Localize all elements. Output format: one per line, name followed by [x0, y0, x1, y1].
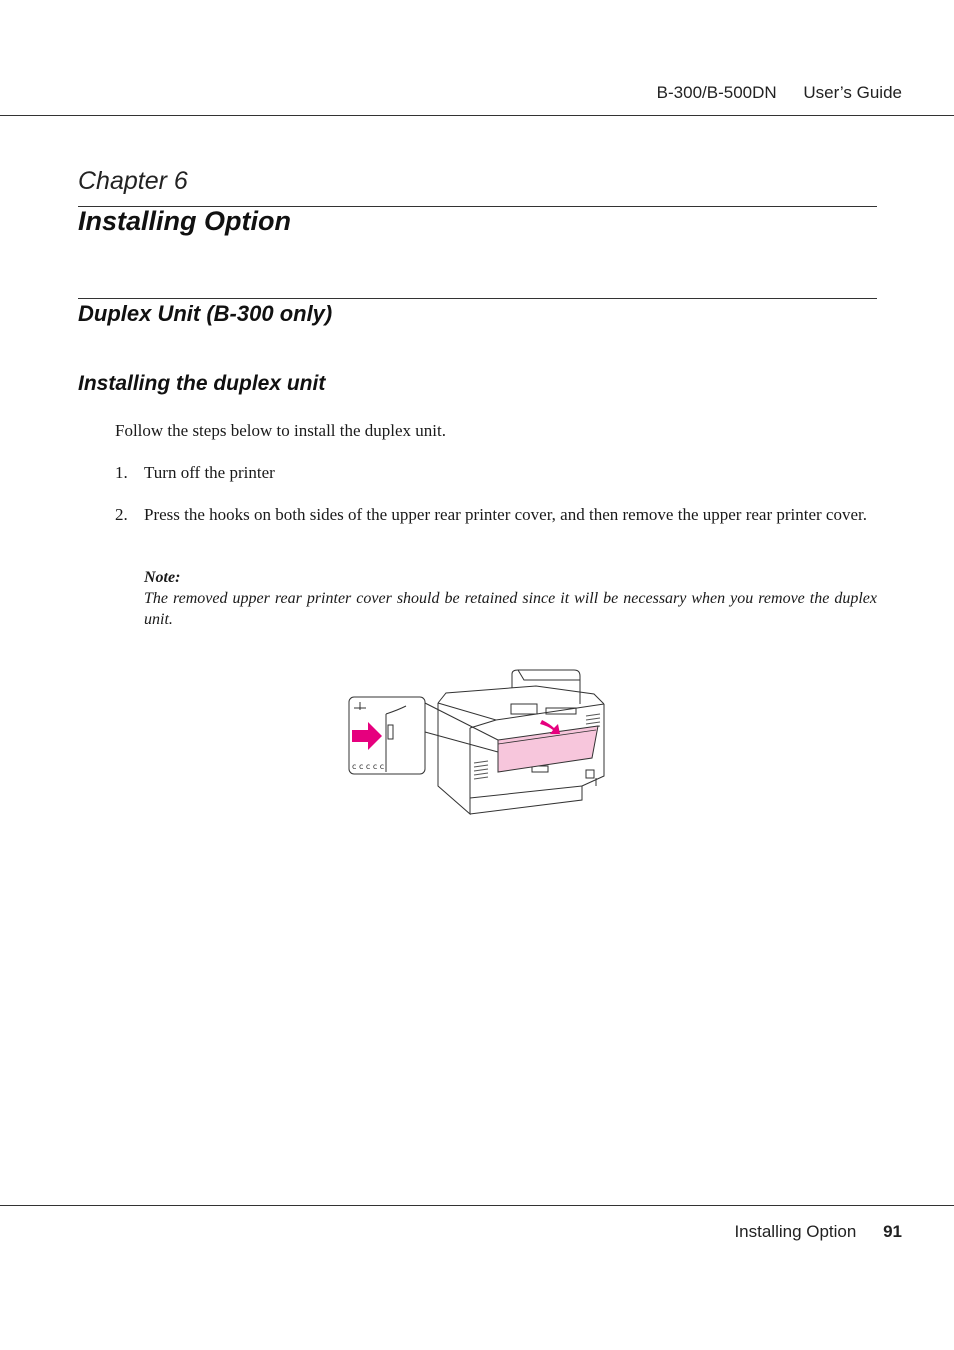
running-footer — [734, 1222, 902, 1242]
chapter-title: Installing Option — [78, 206, 291, 236]
printer-rear-cover-diagram — [346, 668, 608, 816]
step-number: 1. — [115, 463, 128, 482]
page-number: 91 — [883, 1222, 902, 1241]
header-rule — [0, 115, 954, 116]
svg-text:c c c c c: c c c c c — [352, 762, 385, 771]
list-item — [115, 462, 877, 484]
upper-rear-cover — [498, 726, 598, 772]
footer-section: Installing Option — [734, 1222, 857, 1241]
header-model: B-300/B-500DN — [656, 83, 777, 102]
list-item — [115, 504, 877, 526]
remove-arrow-icon — [540, 720, 560, 734]
footer-rule — [0, 1205, 954, 1206]
intro-text: Follow the steps below to install the duplex unit. — [115, 421, 447, 440]
chapter-label: Chapter 6 — [78, 167, 188, 195]
running-header — [657, 83, 902, 103]
note-text: The removed upper rear printer cover should be retained since it will be necessary when you remove the duplex unit. — [144, 590, 877, 628]
subsection-title: Installing the duplex unit — [78, 372, 326, 395]
note-label: Note: — [144, 569, 181, 586]
note-block — [144, 567, 877, 630]
section-title: Duplex Unit (B-300 only) — [78, 301, 333, 326]
section-rule — [78, 298, 877, 299]
printer-illustration — [346, 668, 608, 821]
step-number: 2. — [115, 505, 128, 524]
header-guide: User’s Guide — [803, 83, 902, 102]
step-text: Turn off the printer — [144, 463, 275, 482]
step-text: Press the hooks on both sides of the upper rear printer cover, and then remove the upper rear printer cover. — [144, 505, 867, 524]
